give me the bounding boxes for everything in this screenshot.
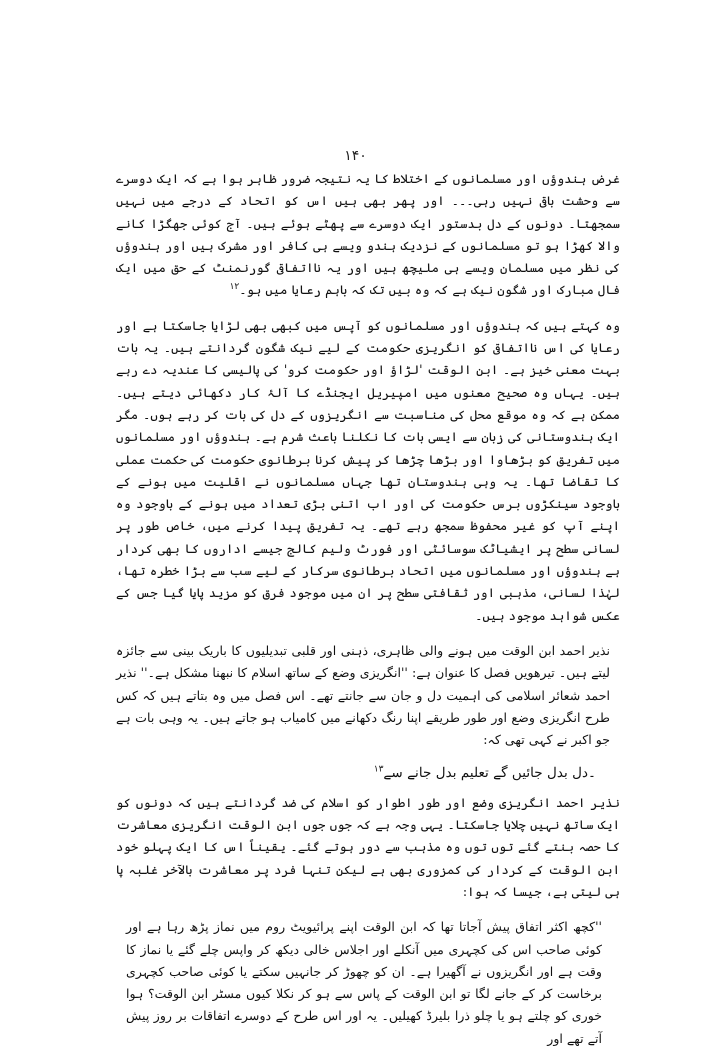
paragraph-text: نذیر احمد ابن الوقت میں ہونے والی ظاہری، ذہنی اور قلبی تبدیلیوں کا باریک بینی سے جائزہ لیتے ہیں۔ تیرھویں فصل کا عنوان ہے: ''انگریزی وضع کے ساتھ اسلام کا نبھنا مشکل ہے۔'' نذیر احمد شعائر اسلامی کی اہمیت دل و جان سے جانتے تھے۔ اس فصل میں وہ بتاتے ہیں کہ کس طرح انگریزی وضع اور طور طریقے اپنا رنگ دکھانے میں کامیاب ہو جاتے ہیں۔ یہ وہی بات ہے جو اکبر نے کہی تھی کہ:	[116, 642, 610, 748]
verse-line	[116, 762, 620, 784]
paragraph-3	[116, 640, 620, 751]
paragraph-4	[116, 792, 620, 903]
paragraph-text: وہ کہتے ہیں کہ ہندوؤں اور مسلمانوں کو آپس میں کبھی بھی لڑایا جاسکتا ہے اور رعایا کی اس نااتفاقی کو انگریزی حکومت کے لیے نیک شگون گردانتے ہیں۔ یہ بات بہت معنی خیز ہے۔ ابن الوقت 'لڑاؤ اور حکومت کرو' کی پالیسی کا عندیہ دے رہے ہیں۔ یہاں وہ صحیح معنوں میں امپیریل ایجنڈے کا آلۂ کار دکھائی دیتے ہیں۔ ممکن ہے کہ وہ موقع محل کی مناسبت سے انگریزوں کے دل کی بات کر رہے ہوں۔ مگر ایک ہندوستانی کی زبان سے ایسی بات کا نکلنا باعث شرم ہے۔ ہندوؤں اور مسلمانوں میں تفریق کو بڑھاوا اور بڑھا چڑھا کر پیش کرنا برطانوی حکومت کی حکمت عملی کا تقاضا تھا۔ یہ وہی ہندوستان تھا جہاں مسلمانوں نے اقلیت میں ہونے کے باوجود سینکڑوں برس حکومت کی اور اب اتنی بڑی تعداد میں ہونے کے باوجود وہ اپنے آپ کو غیر محفوظ سمجھ رہے تھے۔ یہ تفریق پیدا کرنے میں، خاص طور پر لسانی سطح پر ایشیاٹک سوسائٹی اور فورٹ ولیم کالج جیسے اداروں کا بھی کردار ہے ہندوؤں اور مسلمانوں میں اتحاد برطانوی سرکار کے لیے سب سے بڑا خطرہ تھا، لہٰذا لسانی، مذہبی اور ثقافتی سطح پر ان میں موجود فرق کو مزید پایا گیا جس کے عکس شواہد موجود ہیں۔	[116, 317, 620, 623]
block-quote	[116, 916, 620, 1050]
paragraph-quote-1	[116, 168, 620, 302]
paragraph-2	[116, 315, 620, 627]
footnote-marker: ۱۳	[373, 764, 384, 775]
page-number: ۱۴۰	[344, 148, 367, 164]
quote-text: ''کچھ اکثر اتفاق پیش آجاتا تھا کہ ابن الوقت اپنے پرائیویٹ روم میں نماز پڑھ رہا ہے اور کوئی صاحب اس کی کچہری میں آنکلے اور اجلاس خالی دیکھ کر واپس چلے گئے یا نماز کا وقت ہے اور انگریزوں نے آگھیرا ہے۔ ان کو چھوڑ کر جانہیں سکتے یا کوئی صاحب کچہری برخاست کر کے جانے لگا تو ابن الوقت کے پاس سے ہو کر نکلا کیوں مسٹر ابن الوقت؟ ہوا خوری کو چلتے ہو یا چلو ذرا بلیرڈ کھیلیں۔ یہ اور اس طرح کے دوسرے اتفاقات بر روز پیش آتے تھے اور	[126, 919, 602, 1046]
footnote-marker: ۱۲	[229, 282, 240, 293]
paragraph-text: غرض ہندوؤں اور مسلمانوں کے اختلاط کا یہ نتیجہ ضرور ظاہر ہوا ہے کہ ایک دوسرے سے وحشت باقی نہیں رہی۔۔۔ اور پھر بھی ہیں اس کو اتحاد کے درجے میں نہیں سمجھتا۔ دونوں کے دل بدستور ایک دوسرے سے پھٹے ہوئے ہیں۔ آج کوئی جھگڑا کانے والا کھڑا ہو تو مسلمانوں کے نزدیک ہندو ویسے ہی کافر اور مشرک ہیں اور ہندوؤں کی نظر میں مسلمان ویسے ہی ملیچھ ہیں اور یہ نااتفاقی گورنمنٹ کے حق میں ایک فال مبارک اور شگون نیک ہے کہ وہ بیں تک کہ باہم رعایا میں ہو۔	[116, 171, 620, 298]
paragraph-text: نذیر احمد انگریزی وضع اور طور اطوار کو اسلام کی ضد گردانتے ہیں کہ دونوں کو ایک ساتھ نہیں چلایا جاسکتا۔ یہی وجہ ہے کہ جوں جوں ابن الوقت انگریزی معاشرت کا حصہ بنتے گئے توں توں وہ مذہب سے دور ہوتے گئے۔ یقیناً اس کا ایک پہلو خود ابن الوقت کے کردار کی کمزوری بھی ہے لیکن تنہا فرد پر معاشرت بالآخر غلبہ پا ہی لیتی ہے، جیسا کہ ہوا:	[116, 794, 620, 899]
body-text	[116, 168, 620, 1050]
verse-text: ۔دل بدل جائیں گے تعلیم بدل جانے سے	[383, 765, 596, 782]
